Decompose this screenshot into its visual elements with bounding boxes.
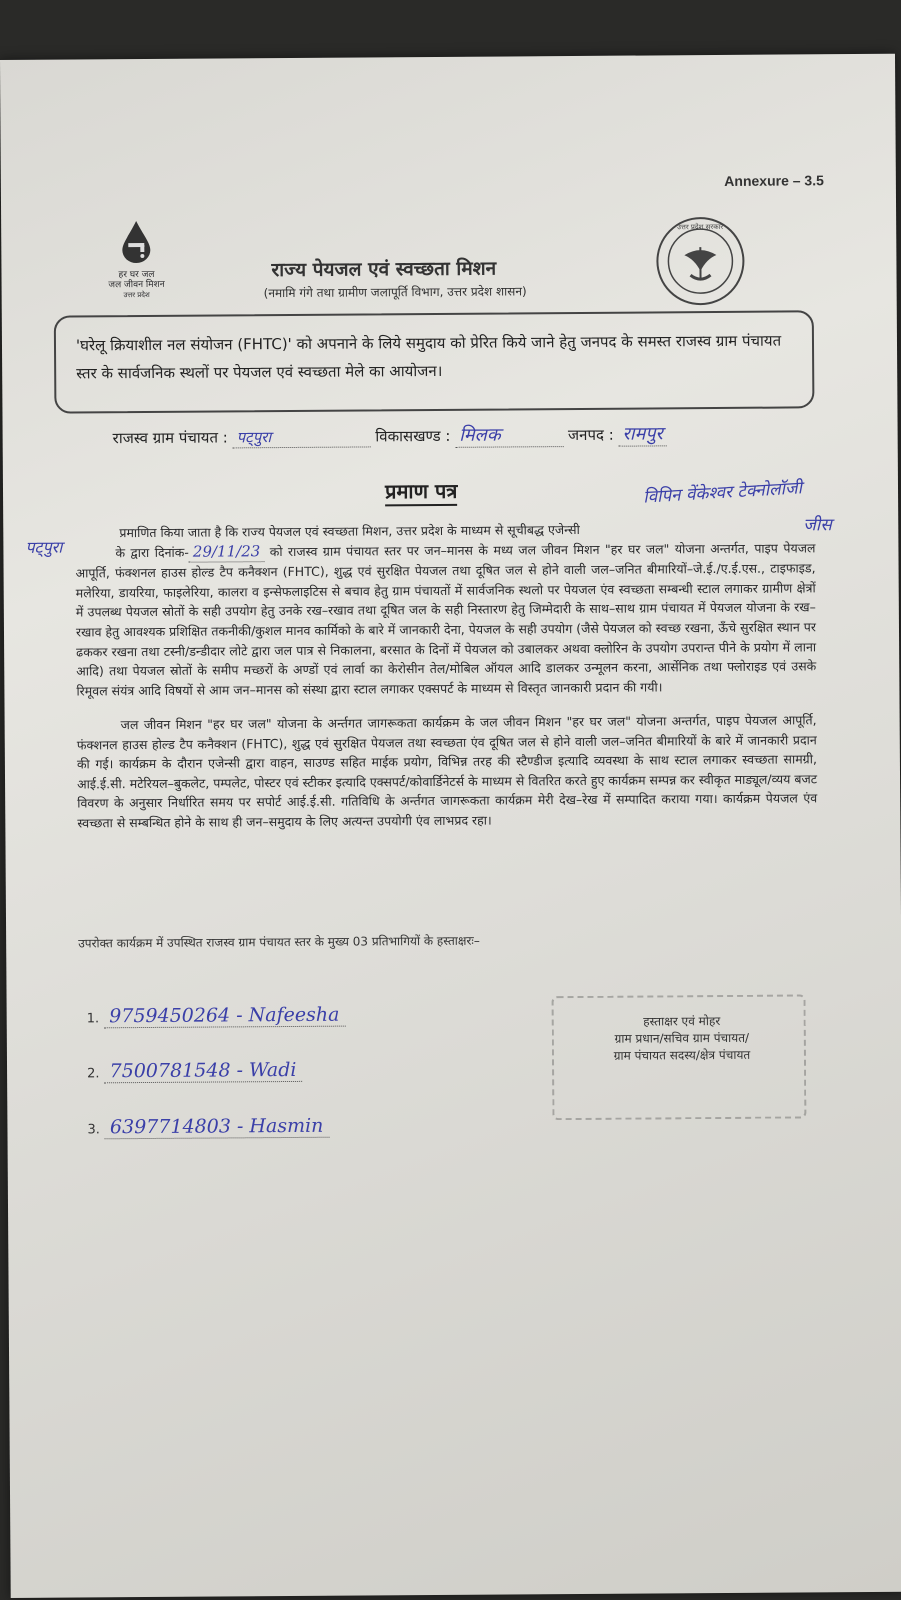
margin-village-handwritten: पट्पुरा bbox=[25, 537, 63, 557]
signature-line-2 bbox=[87, 1059, 303, 1083]
gram-panchayat-value: पट्पुरा bbox=[236, 428, 272, 447]
emblem-text: उत्तर प्रदेश सरकार bbox=[677, 222, 724, 232]
para1-start: प्रमाणित किया जाता है कि राज्य पेयजल एवं स्वच्छता मिशन, उत्तर प्रदेश के माध्यम से सूचीबद्ध एजेन्सी bbox=[119, 521, 580, 541]
attendees-label: उपरोक्त कार्यक्रम में उपस्थित राजस्व ग्राम पंचायत स्तर के मुख्य 03 प्रतिभागियों के हस्ताक्षरः– bbox=[78, 933, 480, 951]
certificate-title: प्रमाण पत्र bbox=[385, 477, 458, 507]
certificate-paragraph-1 bbox=[75, 518, 816, 701]
para1-rest: को राजस्व ग्राम पंचायत स्तर पर जन–मानस के मध्य जल जीवन मिशन "हर घर जल" योजना अन्तर्गत, पाइप पेयजल आपूर्ति, फंक्शनल हाउस होल्ड टैप कनैक्शन (FHTC), शुद्ध एवं सुरक्षित पेयजल तथा दूषित जल से होने वाली जल–जनित बीमारियों–जे.ई./ए.ई.एस., टाइफाइड, मलेरिया, डायरिया, फाइलेरिया, कालरा व इन्सेफलाइटिस से बचाव हेतु ग्राम पंचायतों में सार्वजनिक स्थलो पर पेयजल एंव स्वच्छता सम्बन्धी स्टाल लगाकर ग्रामीण क्षेत्रों में उपलब्ध पेयजल स्रोतों के सही उपयोग हेतु उनके रख–रखाव तथा दूषित जल के सही निस्तारण हेतु जिम्मेदारी के साथ–साथ ग्राम पंचायत में पेयजल योजना के रख–रखाव हेतु आवश्यक प्रशिक्षित तकनीकी/कुशल मानव कार्मिको के बारे में जानकारी देना, पेयजल के सही उपयोग (जैसे पेयजल को स्वच्छ रखना, ऊँचे सुरक्षित स्थान पर ढककर रखना तथा टस्नी/डन्डीदार लोटे द्वारा जल पात्र से निकालना, बरसात के दिनों में पेयजल को उबालकर अथवा क्लोरिन के उपयोग उपरान्त पीने के प्रयोग में लाना आदि) तथा पेयजल स्रोतों के समीप मच्छरों के अण्डों एवं लार्वा का केरोसीन तेल/मोबिल ऑयल आदि डालकर उन्मूलन करना, आर्सेनिक तथा फ्लोराइड एवं उसके रिमूवल संयंत्र आदि विषयों से आम जन–मानस को संस्था द्वारा स्टाल लगाकर एक्सपर्ट के माध्यम से विस्तृत जानकारी प्रदान की गयी। bbox=[75, 539, 817, 699]
sign-block-line-1: हस्ताक्षर एवं मोहर bbox=[643, 1013, 721, 1029]
sign-block-line-3: ग्राम पंचायत सदस्य/क्षेत्र पंचायत bbox=[613, 1047, 751, 1063]
block-value: मिलक bbox=[459, 424, 501, 446]
signature-num: 1. bbox=[86, 1011, 100, 1027]
gram-panchayat-label: राजस्व ग्राम पंचायत : bbox=[112, 428, 228, 448]
event-date-handwritten: 29/11/23 bbox=[189, 542, 265, 563]
signature-value: 7500781548 - Wadi bbox=[104, 1059, 303, 1083]
logo-line-3: उत्तर प्रदेश bbox=[123, 290, 150, 300]
har-ghar-jal-logo bbox=[93, 219, 180, 301]
district-label: जनपद : bbox=[567, 425, 614, 445]
signature-line-1 bbox=[87, 1004, 346, 1028]
date-label: के द्वारा दिनांक- bbox=[115, 544, 189, 560]
official-signature-block bbox=[582, 1013, 782, 1065]
annexure-label: Annexure – 3.5 bbox=[724, 172, 824, 189]
certificate-page bbox=[0, 54, 901, 1598]
water-drop-tap-icon bbox=[119, 219, 153, 263]
event-description-box: 'घरेलू क्रियाशील नल संयोजन (FHTC)' को अपनाने के लिये समुदाय को प्रेरित किये जाने हेतु जनपद के समस्त राजस्व ग्राम पंचायत स्तर के सार्वजनिक स्थलों पर पेयजल एवं स्वच्छता मेले का आयोजन। bbox=[54, 310, 815, 413]
mission-title: राज्य पेयजल एवं स्वच्छता मिशन bbox=[271, 257, 497, 282]
up-government-emblem-icon bbox=[654, 215, 747, 308]
signature-num: 3. bbox=[87, 1122, 100, 1138]
agency-name-handwritten: विपिन वेंकेश्वर टेक्नोलॉजी bbox=[642, 478, 803, 508]
mission-subtitle: (नमामि गंगे तथा ग्रामीण जलापूर्ति विभाग, उत्तर प्रदेश शासन) bbox=[263, 284, 527, 301]
block-label: विकासखण्ड : bbox=[375, 426, 451, 446]
district-value: रामपुर bbox=[622, 423, 663, 445]
logo-line-1: हर घर जल bbox=[118, 269, 155, 281]
signature-value: 6397714803 - Hasmin bbox=[104, 1115, 330, 1140]
signature-value: 9759450264 - Nafeesha bbox=[103, 1004, 345, 1029]
logo-line-2: जल जीवन मिशन bbox=[108, 279, 165, 291]
sign-block-line-2: ग्राम प्रधान/सचिव ग्राम पंचायत/ bbox=[614, 1030, 750, 1046]
signature-line-3 bbox=[87, 1115, 329, 1139]
certificate-paragraph-2: जल जीवन मिशन "हर घर जल" योजना के अर्न्तगत जागरूकता कार्यक्रम के जल जीवन मिशन "हर घर जल" योजना अन्तर्गत, पाइप पेयजल आपूर्ति, फंक्शनल हाउस होल्ड टैप कनैक्शन (FHTC), शुद्ध एवं सुरक्षित पेयजल तथा स्वच्छता एंव दूषित जल से होने वाली जल–जनित बीमारियों के बारे में जानकारी प्रदान की गई। कार्यक्रम के दौरान एजेन्सी द्वारा वाहन, साउण्ड सहित माईक प्रयोग, विभिन्न तरह की स्टैण्डीज इत्यादि व्यवस्था के साथ स्टाल लगाकर स्वच्छता सामग्री, आई.ई.सी. मटेरियल–बुकलेट, पम्पलेट, पोस्टर एवं स्टीकर इत्यादि एक्सपर्ट/कोवार्डिनेटर्स के माध्यम से वितरित करते हुए कार्यक्रम सम्पन्न कर स्वीकृत माड्यूल/व्यय बजट विवरण के अनुसार निर्धारित समय पर सपोर्ट आई.ई.सी. गतिविधि के अर्न्तगत जागरूकता कार्यक्रम मेरी देख–रेख में सम्पादित कराया गया। कार्यक्रम पेयजल एंव स्वच्छता से सम्बन्धित होने के साथ ही जन–समुदाय के लिए अत्यन्त उपयोगी एंव लाभप्रद रहा। bbox=[76, 712, 818, 831]
location-fields bbox=[113, 421, 667, 450]
signature-num: 2. bbox=[87, 1066, 100, 1082]
agency-name-handwritten-2: जीस bbox=[803, 515, 832, 536]
